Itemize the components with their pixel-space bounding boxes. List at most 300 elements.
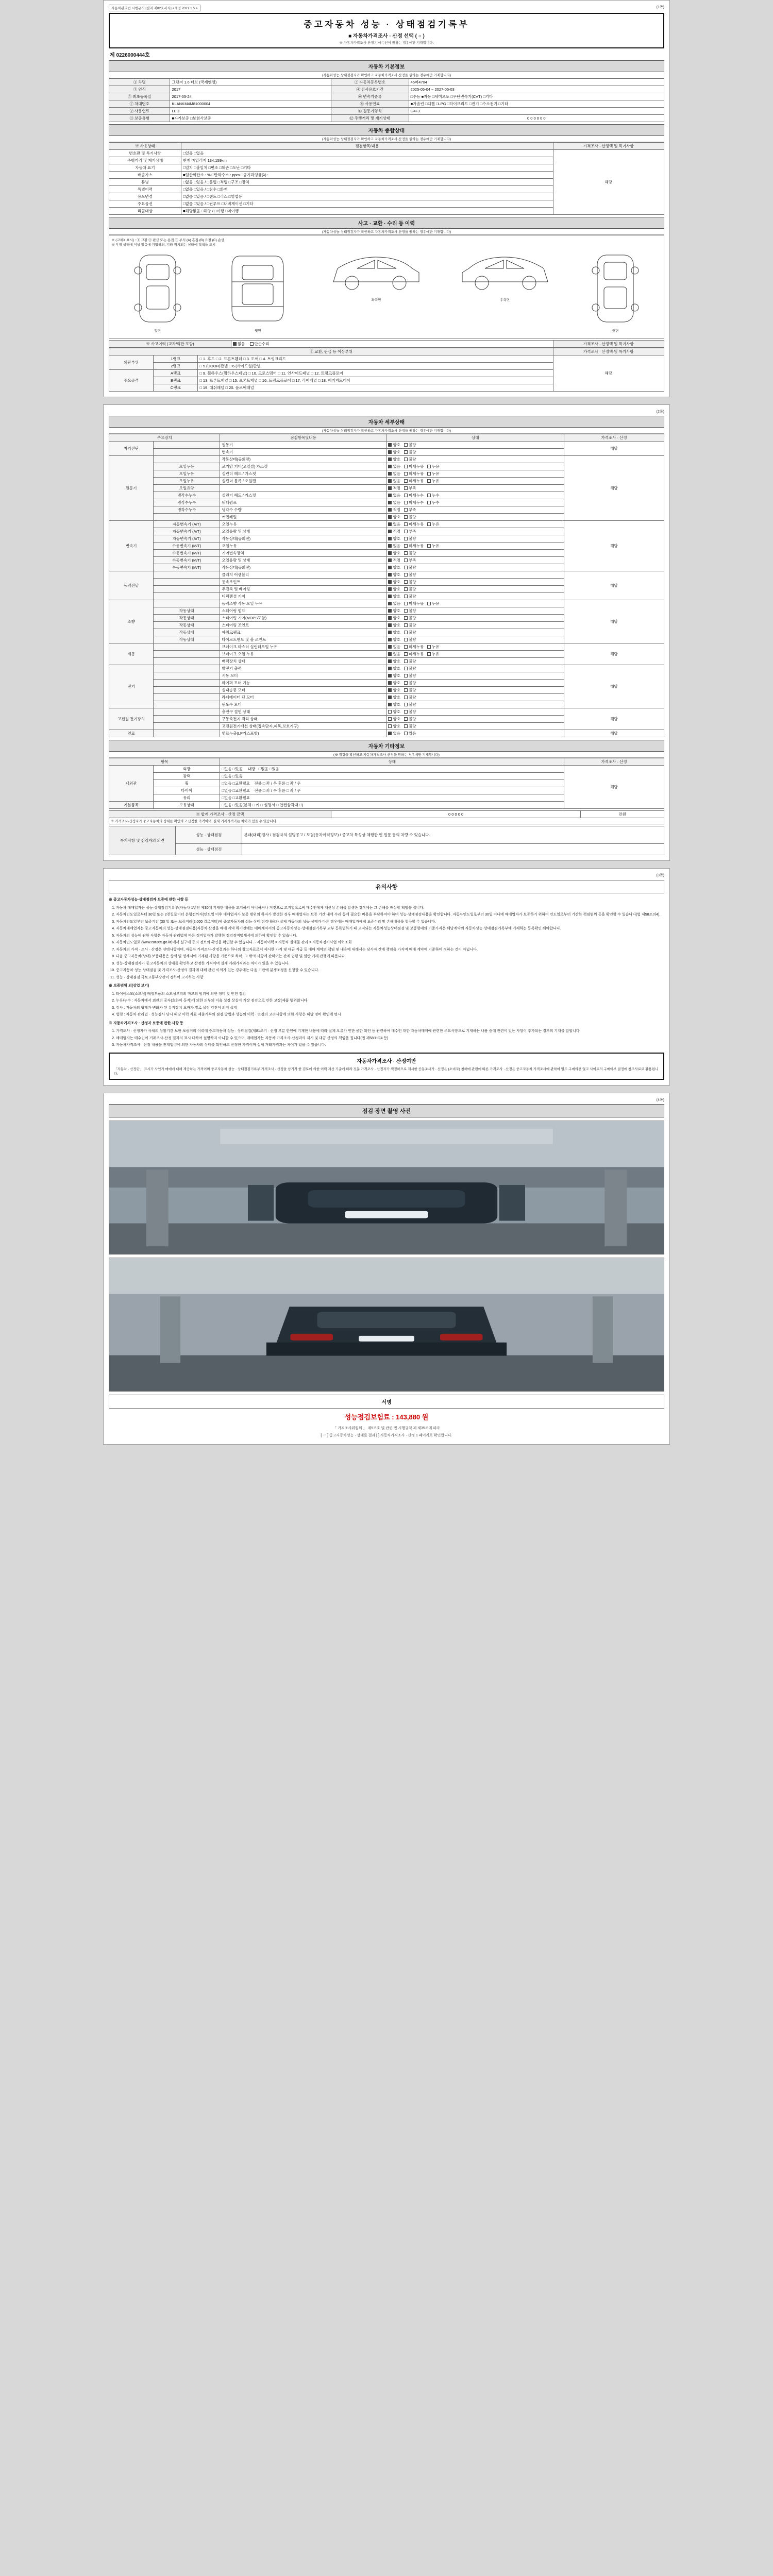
detail-state-options[interactable] xyxy=(386,615,564,622)
checkbox-icon[interactable] xyxy=(388,595,392,598)
checkbox-icon[interactable] xyxy=(404,530,408,533)
checkbox-option[interactable] xyxy=(388,687,400,693)
checkbox-icon[interactable] xyxy=(388,710,392,714)
checkbox-icon[interactable] xyxy=(404,631,408,634)
checkbox-option[interactable] xyxy=(388,594,400,599)
checkbox-label: 양호 xyxy=(393,565,400,570)
etc-item-1: 광택 xyxy=(154,773,220,780)
checkbox-icon[interactable] xyxy=(404,494,408,497)
overall-col-detail: 점검항목/내용 xyxy=(181,143,553,150)
detail-state-options[interactable] xyxy=(386,643,564,651)
checkbox-option[interactable] xyxy=(388,500,400,505)
checkbox-option[interactable] xyxy=(388,608,400,614)
checkbox-option[interactable] xyxy=(404,702,416,707)
checkbox-icon[interactable] xyxy=(404,443,408,447)
detail-subgroup: 자동변속기 (A/T) xyxy=(154,528,220,535)
checkbox-option[interactable] xyxy=(404,456,416,462)
checkbox-option[interactable] xyxy=(404,709,416,715)
price-guide-title: 자동차가격조사 · 산정여만 xyxy=(357,1058,416,1064)
checkbox-option[interactable] xyxy=(427,644,440,650)
checkbox-option[interactable] xyxy=(404,507,416,513)
detail-state-options[interactable] xyxy=(386,607,564,615)
checkbox-icon[interactable] xyxy=(404,609,408,613)
checkbox-icon[interactable] xyxy=(388,681,392,685)
checkbox-icon[interactable] xyxy=(388,486,392,490)
checkbox-option[interactable] xyxy=(404,521,424,527)
detail-subgroup: 작동상태 xyxy=(154,629,220,636)
detail-subgroup: 자동변속기 (A/T) xyxy=(154,535,220,543)
checkbox-option[interactable] xyxy=(404,644,424,650)
detail-state-options[interactable] xyxy=(386,593,564,600)
checkbox-option[interactable] xyxy=(404,666,416,671)
checkbox-icon[interactable] xyxy=(404,717,408,721)
checkbox-icon[interactable] xyxy=(404,537,408,540)
inspection-photo-2 xyxy=(109,1258,664,1392)
detail-subgroup: 작동상태 xyxy=(154,636,220,643)
notice-list-1 xyxy=(116,906,664,981)
checkbox-option[interactable] xyxy=(388,644,400,650)
basic-label-9: ⑨ 사용연료 xyxy=(109,108,170,115)
checkbox-option[interactable] xyxy=(388,723,400,729)
inspection-insurance-price xyxy=(109,1409,664,1425)
checkbox-option[interactable] xyxy=(404,514,416,520)
detail-state-options[interactable] xyxy=(386,636,564,643)
checkbox-icon[interactable] xyxy=(404,696,408,699)
checkbox-label: 적정 xyxy=(393,529,400,534)
checkbox-icon[interactable] xyxy=(404,710,408,714)
detail-state-options[interactable] xyxy=(386,586,564,593)
detail-state-options[interactable] xyxy=(386,579,564,586)
detail-item: 실내송풍 모터 xyxy=(220,687,386,694)
checkbox-option[interactable] xyxy=(388,586,400,592)
basic-label-4: ④ 검사유효기간 xyxy=(331,86,409,93)
checkbox-option[interactable] xyxy=(404,471,424,477)
detail-price: 해당 xyxy=(564,665,664,708)
accident-none-option[interactable]: 없음 xyxy=(233,341,245,347)
checkbox-option[interactable] xyxy=(388,572,400,578)
checkbox-option[interactable] xyxy=(388,709,400,715)
checkbox-option[interactable] xyxy=(404,651,424,657)
special-label: 특기사항 및 점검자의 의견 xyxy=(109,826,176,855)
checkbox-icon[interactable] xyxy=(404,595,408,598)
checkbox-option[interactable] xyxy=(388,731,400,736)
checkbox-option[interactable] xyxy=(404,442,416,448)
checkbox-option[interactable] xyxy=(404,594,416,599)
checkbox-option[interactable] xyxy=(404,579,416,585)
checkbox-option[interactable] xyxy=(388,615,400,621)
document-number: 제 0226000444호 xyxy=(110,53,150,58)
checkbox-icon[interactable] xyxy=(388,696,392,699)
detail-state-options[interactable] xyxy=(386,708,564,716)
checkbox-icon[interactable] xyxy=(427,472,431,476)
checkbox-icon[interactable] xyxy=(404,501,408,504)
checkbox-icon[interactable] xyxy=(388,688,392,692)
accident-parts-4: □ 19. 대쉬패널 □ 20. 플로어패널 xyxy=(198,384,553,392)
checkbox-icon[interactable] xyxy=(404,457,408,461)
checkbox-icon[interactable] xyxy=(388,537,392,540)
etc-detail-5: □없음 □있음(본체 □ 키 □ 설명서 □ 안전삼각대 □) xyxy=(220,802,564,809)
overall-detail-7: □없음 □있음 / □썬루프 □내비게이션 □기타 xyxy=(181,200,553,208)
car-front-icon xyxy=(127,250,189,327)
checkbox-icon[interactable] xyxy=(388,652,392,656)
checkbox-icon[interactable] xyxy=(388,638,392,641)
checkbox-label: 양호 xyxy=(393,724,400,728)
checkbox-option[interactable] xyxy=(404,464,424,469)
checkbox-option[interactable] xyxy=(404,449,416,455)
overall-detail-4: □없음 □있음 / □불법 □적법 □구조 □장치 xyxy=(181,179,553,186)
overall-item-5: 특별이력 xyxy=(109,186,181,193)
checkbox-icon[interactable] xyxy=(388,544,392,548)
detail-item: 실린더 헤드 / 가스켓 xyxy=(220,492,386,499)
checkbox-icon[interactable] xyxy=(388,580,392,584)
detail-state-options[interactable] xyxy=(386,485,564,492)
checkbox-option[interactable] xyxy=(388,478,400,484)
checkbox-icon[interactable] xyxy=(388,479,392,483)
checkbox-option[interactable] xyxy=(404,478,424,484)
special-notes-table xyxy=(109,826,664,855)
checkbox-option[interactable] xyxy=(427,500,440,505)
detail-state-options[interactable] xyxy=(386,543,564,550)
checkbox-icon[interactable] xyxy=(404,573,408,577)
accident-parts-table xyxy=(109,348,664,392)
checkbox-option[interactable] xyxy=(404,536,416,541)
etc-col-state: 상태 xyxy=(220,758,564,766)
detail-subgroup xyxy=(154,687,220,694)
checkbox-option[interactable] xyxy=(427,543,440,549)
checkbox-option[interactable] xyxy=(427,464,440,469)
checkbox-option[interactable] xyxy=(388,651,400,657)
detail-item: 실린더 헤드 / 가스켓 xyxy=(220,470,386,478)
checkbox-option[interactable] xyxy=(388,507,400,513)
detail-state-options[interactable] xyxy=(386,651,564,658)
checkbox-icon[interactable] xyxy=(388,501,392,504)
checkbox-icon[interactable] xyxy=(388,732,392,735)
checkbox-icon[interactable] xyxy=(388,530,392,533)
checkbox-option[interactable] xyxy=(388,521,400,527)
detail-state-options[interactable] xyxy=(386,521,564,528)
checkbox-icon[interactable] xyxy=(388,703,392,706)
checkbox-option[interactable] xyxy=(388,579,400,585)
checkbox-option[interactable] xyxy=(427,478,440,484)
checkbox-option[interactable] xyxy=(404,485,416,491)
checkbox-option[interactable] xyxy=(404,658,416,664)
detail-state-options[interactable] xyxy=(386,470,564,478)
checkbox-option[interactable] xyxy=(404,630,416,635)
checkbox-label: 미세누수 xyxy=(408,500,424,505)
checkbox-option[interactable] xyxy=(388,456,400,462)
checkbox-option[interactable] xyxy=(404,500,424,505)
checkbox-label: 양호 xyxy=(393,608,400,613)
checkbox-icon[interactable] xyxy=(388,472,392,476)
checkbox-icon[interactable] xyxy=(388,631,392,634)
checkbox-icon[interactable] xyxy=(388,645,392,649)
checkbox-option[interactable] xyxy=(404,565,416,570)
checkbox-option[interactable] xyxy=(404,572,416,578)
checkbox-option[interactable] xyxy=(388,536,400,541)
checkbox-icon[interactable] xyxy=(404,667,408,670)
checkbox-option[interactable] xyxy=(404,557,416,563)
form-code: 자동차관리법 시행규칙 [별지 제82호서식] <개정 2021.1.5.> xyxy=(109,5,200,11)
checkbox-icon[interactable] xyxy=(388,566,392,569)
checkbox-icon[interactable] xyxy=(427,522,431,526)
checkbox-icon[interactable] xyxy=(388,515,392,519)
checkbox-option[interactable] xyxy=(388,565,400,570)
checkbox-option[interactable] xyxy=(388,529,400,534)
detail-state-options[interactable] xyxy=(386,571,564,579)
list-item: 2. 자동차인도일로부터 30일 또는 2천킬로미터 운행전까지(인도일 이후 매매업자가 보증 범위의 하자가 발생한 경우 매매업자는 보증 기간 내에 수리 등에 필요한 비용을 부담하여야 하며 성능·상태점검내용을 확인합니다. 자동차인도일로부터 30일 이내에 매매업자가 보증하기 위하여 인도일로부터 기산한 책임범위 등을 확인할 수 있습니다(법 제58조의4). xyxy=(116,912,664,918)
checkbox-icon[interactable] xyxy=(388,623,392,627)
checkbox-option[interactable] xyxy=(388,658,400,664)
detail-price: 해당 xyxy=(564,442,664,456)
overall-item-8: 리콜대상 xyxy=(109,208,181,215)
detail-state-options[interactable] xyxy=(386,716,564,723)
checkbox-icon[interactable] xyxy=(404,638,408,641)
detail-item: 오일누유 xyxy=(220,521,386,528)
detail-state-options[interactable] xyxy=(386,600,564,607)
detail-state-options[interactable] xyxy=(386,629,564,636)
accident-event-label: ※ 사고이력 (교차/외판 포함) xyxy=(109,341,231,348)
checkbox-option[interactable] xyxy=(388,471,400,477)
basic-value-3: 2017 xyxy=(170,86,331,93)
checkbox-option[interactable] xyxy=(427,521,440,527)
checkbox-option[interactable] xyxy=(404,608,416,614)
accident-price-header: 가격조사 · 산정액 및 특기사항 xyxy=(553,341,664,348)
checkbox-option[interactable] xyxy=(404,694,416,700)
notice-head-2: ※ 보증범위 외(상업 보기) xyxy=(109,984,149,988)
detail-state-options[interactable] xyxy=(386,492,564,499)
checkbox-option[interactable] xyxy=(427,651,440,657)
detail-state-options[interactable] xyxy=(386,442,564,449)
checkbox-icon[interactable] xyxy=(404,623,408,627)
detail-subgroup xyxy=(154,579,220,586)
detail-subgroup xyxy=(154,600,220,607)
detail-subgroup: 작동상태 xyxy=(154,615,220,622)
checkbox-icon[interactable] xyxy=(404,566,408,569)
checkbox-icon[interactable] xyxy=(427,645,431,649)
checkbox-label: 양호 xyxy=(393,616,400,620)
checkbox-icon[interactable] xyxy=(427,602,431,605)
checkbox-icon[interactable] xyxy=(404,508,408,512)
checkbox-option[interactable] xyxy=(388,702,400,707)
checkbox-option[interactable] xyxy=(404,529,416,534)
checkbox-icon[interactable] xyxy=(388,717,392,721)
checkbox-icon[interactable] xyxy=(427,544,431,548)
checkbox-icon[interactable] xyxy=(388,465,392,468)
detail-item: 추진축 및 베어링 xyxy=(220,586,386,593)
checkbox-option[interactable] xyxy=(388,680,400,686)
checkbox-label: 양호 xyxy=(393,637,400,642)
detail-state-options[interactable] xyxy=(386,478,564,485)
detail-state-options[interactable] xyxy=(386,723,564,730)
checkbox-icon[interactable] xyxy=(404,688,408,692)
checkbox-option[interactable] xyxy=(388,694,400,700)
checkbox-option[interactable] xyxy=(404,586,416,592)
checkbox-icon[interactable] xyxy=(388,573,392,577)
detail-subgroup: 작동상태 xyxy=(154,622,220,629)
checkbox-icon[interactable] xyxy=(404,479,408,483)
checkbox-icon[interactable] xyxy=(404,587,408,591)
detail-state-options[interactable] xyxy=(386,665,564,672)
checkbox-icon[interactable] xyxy=(427,501,431,504)
table-row xyxy=(109,665,664,672)
checkbox-option[interactable] xyxy=(388,666,400,671)
detail-state-options[interactable] xyxy=(386,528,564,535)
checkbox-option[interactable] xyxy=(388,557,400,563)
detail-subgroup xyxy=(154,694,220,701)
checkbox-icon[interactable] xyxy=(388,551,392,555)
detail-state-options[interactable] xyxy=(386,456,564,463)
checkbox-option[interactable] xyxy=(404,673,416,679)
checkbox-icon[interactable] xyxy=(388,522,392,526)
car-diagram-right xyxy=(456,250,554,302)
page-3-topline xyxy=(109,873,664,878)
section-detail-note: (자동차성능·상태점검자가 확인하고 자동차가격조사·산정을 원하는 경우에만 기재합니다) xyxy=(109,428,664,434)
detail-item: 오일누유 xyxy=(220,543,386,550)
checkbox-icon[interactable] xyxy=(388,667,392,670)
checkbox-icon[interactable] xyxy=(388,558,392,562)
checkbox-option[interactable] xyxy=(388,514,400,520)
checkbox-option[interactable] xyxy=(404,680,416,686)
detail-state-options[interactable] xyxy=(386,557,564,564)
checkbox-icon[interactable] xyxy=(427,494,431,497)
checkbox-icon[interactable] xyxy=(404,544,408,548)
checkbox-icon[interactable] xyxy=(388,443,392,447)
checkbox-icon[interactable] xyxy=(427,479,431,483)
checkbox-option[interactable] xyxy=(404,687,416,693)
checkbox-icon[interactable] xyxy=(388,457,392,461)
checkbox-icon[interactable] xyxy=(404,732,408,735)
checkbox-label: 불량 xyxy=(408,450,416,454)
checkbox-label: 부족 xyxy=(408,558,416,563)
etc-price: 해당 xyxy=(564,766,664,809)
checkbox-option[interactable] xyxy=(388,449,400,455)
checkbox-icon[interactable] xyxy=(404,472,408,476)
checkbox-option[interactable] xyxy=(388,464,400,469)
detail-state-options[interactable] xyxy=(386,514,564,521)
checkbox-icon[interactable] xyxy=(388,450,392,454)
checkbox-option[interactable] xyxy=(404,723,416,729)
checkbox-option[interactable] xyxy=(388,630,400,635)
checkbox-option[interactable] xyxy=(404,716,416,722)
checkbox-icon[interactable] xyxy=(388,609,392,613)
detail-state-options[interactable] xyxy=(386,687,564,694)
checkbox-label: 없음 xyxy=(393,500,400,505)
detail-state-options[interactable] xyxy=(386,506,564,514)
checkbox-option[interactable] xyxy=(404,731,416,736)
checkbox-option[interactable] xyxy=(388,673,400,679)
detail-state-options[interactable] xyxy=(386,499,564,506)
checkbox-icon[interactable] xyxy=(404,681,408,685)
checkbox-icon[interactable] xyxy=(404,602,408,605)
checkbox-icon[interactable] xyxy=(427,652,431,656)
checkbox-option[interactable] xyxy=(388,716,400,722)
checkbox-icon[interactable] xyxy=(404,724,408,728)
detail-state-options[interactable] xyxy=(386,564,564,571)
checkbox-icon[interactable] xyxy=(404,703,408,706)
checkbox-option[interactable] xyxy=(388,543,400,549)
checkbox-icon[interactable] xyxy=(404,522,408,526)
accident-simple-option[interactable]: 단순수리 xyxy=(250,341,270,347)
checkbox-icon[interactable] xyxy=(388,508,392,512)
detail-state-options[interactable] xyxy=(386,672,564,680)
checkbox-icon[interactable] xyxy=(404,616,408,620)
checkbox-icon[interactable] xyxy=(404,659,408,663)
car-front-label: 앞면 xyxy=(154,329,161,333)
detail-state-options[interactable] xyxy=(386,658,564,665)
checkbox-option[interactable] xyxy=(404,622,416,628)
checkbox-option[interactable] xyxy=(388,622,400,628)
checkbox-icon[interactable] xyxy=(404,558,408,562)
detail-state-options[interactable] xyxy=(386,730,564,737)
checkbox-icon[interactable] xyxy=(404,450,408,454)
checkbox-icon[interactable] xyxy=(388,587,392,591)
checkbox-option[interactable] xyxy=(388,485,400,491)
checkbox-label: 없음 xyxy=(393,522,400,527)
etc-col-price: 가격조사 · 산정 xyxy=(564,758,664,766)
checkbox-icon[interactable] xyxy=(404,674,408,677)
checkbox-option[interactable] xyxy=(404,601,424,606)
checkbox-option[interactable] xyxy=(388,550,400,556)
detail-state-options[interactable] xyxy=(386,550,564,557)
checkbox-option[interactable] xyxy=(388,442,400,448)
checkbox-label: 부족 xyxy=(408,507,416,512)
checkbox-option[interactable] xyxy=(388,493,400,498)
checkbox-icon[interactable] xyxy=(404,580,408,584)
checkbox-icon[interactable] xyxy=(404,465,408,468)
etc-item-4: 유리 xyxy=(154,794,220,802)
checkbox-icon[interactable] xyxy=(404,652,408,656)
checkbox-icon[interactable] xyxy=(388,674,392,677)
checkbox-label: 불량 xyxy=(408,587,416,591)
basic-label-8: ⑧ 사용연료 xyxy=(331,100,409,108)
checkbox-option[interactable] xyxy=(404,543,424,549)
checkbox-icon[interactable] xyxy=(388,602,392,605)
list-item: 2. 매매업자는 매수인이 거래조사·산정 결과의 표시 대하여 설명하지 아니할 수 있으며, 매매업자는 자동차 가격조사·산정과의 제시 및 대금 산정의 책임을 집니다(법 제58조의4 등) xyxy=(116,1036,664,1042)
checkbox-icon[interactable] xyxy=(404,515,408,519)
checkbox-label: 미세누유 xyxy=(408,479,424,483)
checkbox-icon[interactable] xyxy=(404,645,408,649)
checkbox-option[interactable] xyxy=(388,637,400,642)
checkbox-option[interactable] xyxy=(427,493,440,498)
checkbox-option[interactable] xyxy=(388,601,400,606)
checkbox-icon[interactable] xyxy=(388,494,392,497)
checkbox-option[interactable] xyxy=(404,637,416,642)
checkbox-option[interactable] xyxy=(404,550,416,556)
checkbox-icon[interactable] xyxy=(404,551,408,555)
checkbox-icon[interactable] xyxy=(388,659,392,663)
detail-state-options[interactable] xyxy=(386,694,564,701)
detail-state-options[interactable] xyxy=(386,535,564,543)
detail-item: 오일유량 및 상태 xyxy=(220,557,386,564)
checkbox-icon[interactable] xyxy=(404,486,408,490)
checkbox-icon[interactable] xyxy=(427,465,431,468)
detail-col-state: 상태 xyxy=(386,434,564,442)
checkbox-option[interactable] xyxy=(427,601,440,606)
detail-state-options[interactable] xyxy=(386,449,564,456)
detail-state-options[interactable] xyxy=(386,680,564,687)
checkbox-option[interactable] xyxy=(404,493,424,498)
detail-item: 작동상태(공회전) xyxy=(220,535,386,543)
checkbox-option[interactable] xyxy=(404,615,416,621)
checkbox-option[interactable] xyxy=(427,471,440,477)
checkbox-icon[interactable] xyxy=(388,616,392,620)
detail-state-options[interactable] xyxy=(386,622,564,629)
checkbox-icon[interactable] xyxy=(388,724,392,728)
detail-state-options[interactable] xyxy=(386,463,564,470)
detail-item: 시동 모터 xyxy=(220,672,386,680)
detail-state-options[interactable] xyxy=(386,701,564,708)
car-diagram-left xyxy=(327,250,425,302)
